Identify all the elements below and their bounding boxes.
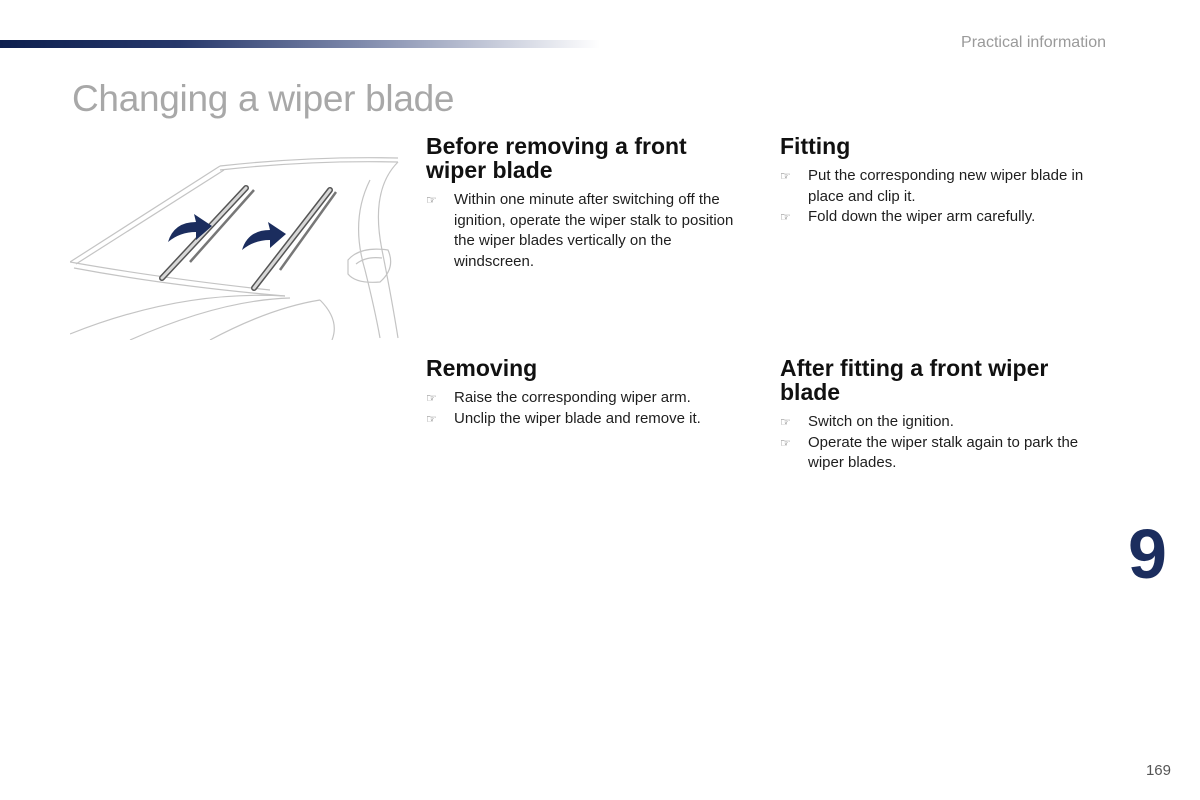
section-name: Practical information: [961, 34, 1106, 51]
pointing-hand-icon: ☞: [780, 415, 791, 429]
pointing-hand-icon: ☞: [426, 411, 437, 426]
pointing-hand-icon: ☞: [426, 193, 437, 207]
pointing-hand-icon: ☞: [780, 435, 791, 450]
section-heading: Fitting: [780, 133, 851, 159]
list-item: ☞ Switch on the ignition.: [780, 412, 1100, 433]
chapter-number: 9: [1128, 515, 1167, 593]
pointing-hand-icon: ☞: [780, 169, 791, 183]
list-item: ☞ Operate the wiper stalk again to park the wiper blades.: [780, 433, 1079, 471]
list-item: ☞ Raise the corresponding wiper arm.: [426, 388, 746, 409]
list-item: ☞ Unclip the wiper blade and remove it.: [426, 409, 746, 430]
left-raise-arrow-icon: [168, 214, 212, 242]
section-removing: [426, 356, 746, 429]
page-number: 169: [1145, 762, 1171, 779]
pointing-hand-icon: ☞: [780, 210, 791, 224]
list-item: ☞ Within one minute after switching off the ignition, operate the wiper stalk to position the wiper blades vertically on the windscreen.: [426, 191, 734, 270]
wiper-illustration: [70, 150, 400, 340]
section-before-removing: [426, 134, 746, 272]
section-after-fitting: [780, 356, 1100, 474]
list-item: ☞ Put the corresponding new wiper blade in place and clip it.: [780, 167, 1084, 205]
list-item: ☞ Fold down the wiper arm carefully.: [780, 207, 1100, 228]
section-heading: Removing: [426, 355, 538, 381]
section-heading: Before removing a front wiper blade: [426, 133, 687, 183]
section-heading: After fitting a front wiper blade: [780, 355, 1049, 405]
header-gradient-bar: [0, 40, 600, 48]
right-raise-arrow-icon: [242, 222, 286, 250]
page-title: Changing a wiper blade: [72, 78, 455, 119]
section-fitting: [780, 134, 1100, 228]
pointing-hand-icon: ☞: [426, 391, 437, 405]
